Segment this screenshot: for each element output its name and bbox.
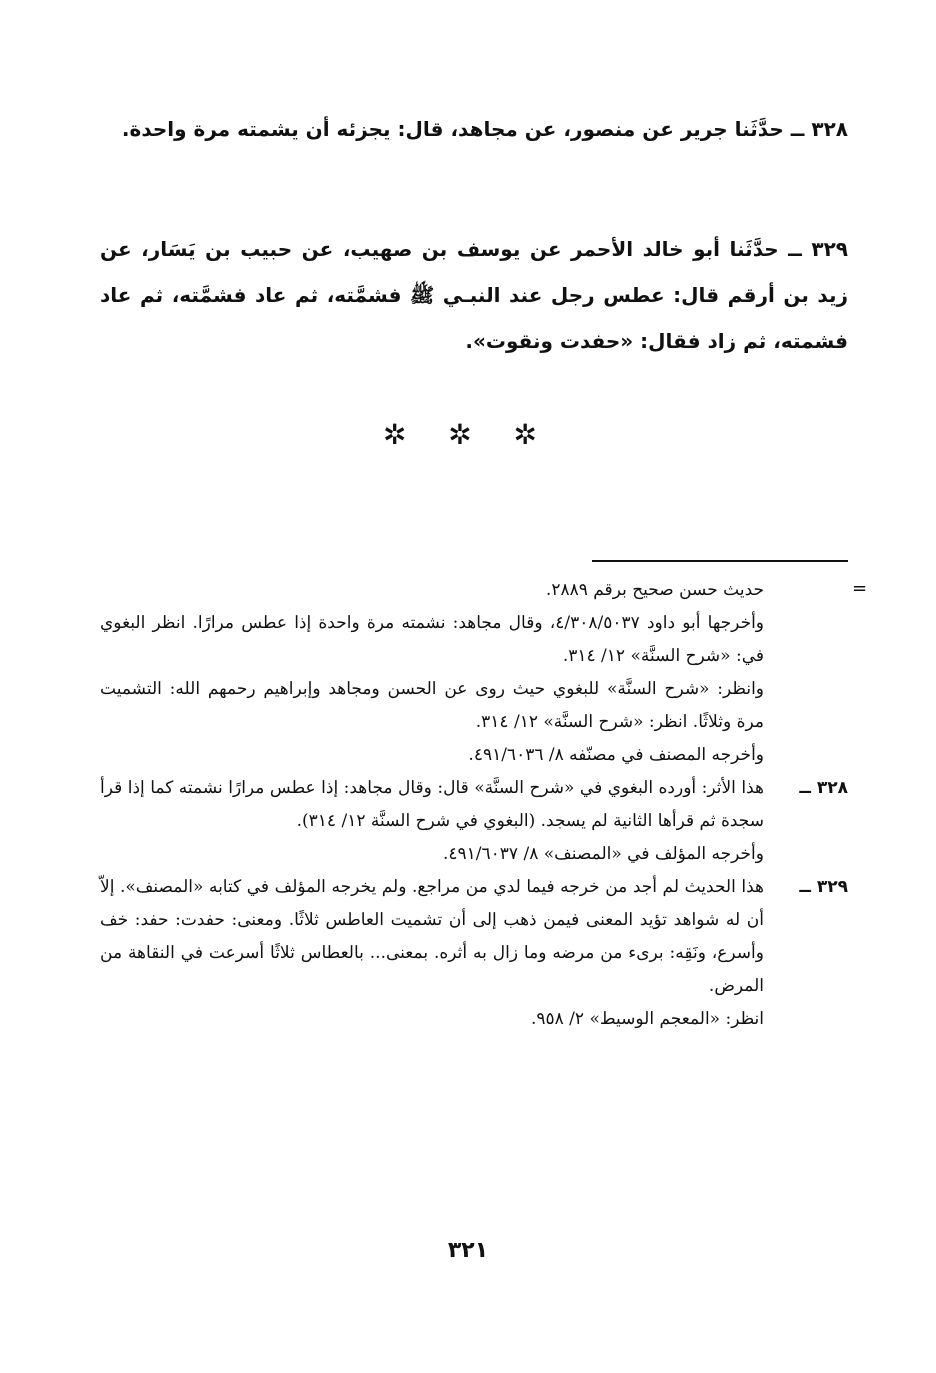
footnote-328 [100,772,848,871]
footnotes [100,574,848,1036]
footnote-continuation-mark: = [852,578,868,599]
page-number: ٣٢١ [447,1238,489,1263]
hadith-number: ٣٢٨ [811,117,848,141]
footnote-number: ٣٢٨ ــ [799,778,848,798]
footnote-line: انظر: «المعجم الوسيط» ٢/ ٩٥٨. [530,1009,764,1029]
footnote-line: هذا الحديث لم أجد من خرجه فيما لدي من مراجع. ولم يخرجه المؤلف في كتابه «المصنف». إلاّ أن له شواهد تؤيد المعنى فيمن ذهب إلى أن تشميت العاطس ثلاثًا. ومعنى: حفدت: حفد: خف وأسرع، ونَقِه: برىء من مرضه وما زال به أثره. بمعنى... بالعطاس ثلاثًا أسرعت في النقاهة من المرض. [100,877,764,996]
footnote-number: ٣٢٩ ــ [799,877,848,897]
hadith-329 [100,226,848,364]
footnote-intro [100,574,848,772]
hadith-text: ــ حدَّثَنا أبو خالد الأحمر عن يوسف بن صهيب، عن حبيب بن يَسَار، عن زيد بن أرقم قال: عطس رجل عند النبـي ﷺ فشمَّته، ثم عاد فشمَّته، ثم عاد فشمته، ثم زاد فقال: «حفدت ونقوت». [100,237,848,353]
footnote-line: وانظر: «شرح السنَّة» للبغوي حيث روى عن الحسن ومجاهد وإبراهيم رحمهم الله: التشميت مرة وثلاثًا. انظر: «شرح السنَّة» ١٢/ ٣١٤. [100,679,764,732]
footnote-329 [100,871,848,1036]
footnote-line: وأخرجها أبو داود ٤/٣٠٨/٥٠٣٧، وقال مجاهد: نشمته مرة واحدة إذا عطس مرارًا. انظر البغوي في: «شرح السنَّة» ١٢/ ٣١٤. [100,613,765,666]
hadith-text: ــ حدَّثَنا جرير عن منصور، عن مجاهد، قال: يجزئه أن يشمته مرة واحدة. [121,117,805,141]
footnote-line: وأخرجه المؤلف في «المصنف» ٨/ ٤٩١/٦٠٣٧. [443,844,764,864]
footnote-line: وأخرجه المصنف في مصنّفه ٨/ ٤٩١/٦٠٣٦. [468,745,764,765]
footnote-line: حديث حسن صحيح برقم ٢٨٨٩. [545,580,764,600]
footnote-line: هذا الأثر: أورده البغوي في «شرح السنَّة» قال: وقال مجاهد: إذا عطس مرارًا نشمته كما إذا قرأ سجدة ثم قرأها الثانية لم يسجد. (البغوي في شرح السنَّة ١٢/ ٣١٤). [100,778,764,831]
hadith-number: ٣٢٩ [811,237,848,261]
hadith-328 [100,106,848,152]
section-separator: ✲ ✲ ✲ [383,418,553,451]
footnote-rule [592,560,848,562]
